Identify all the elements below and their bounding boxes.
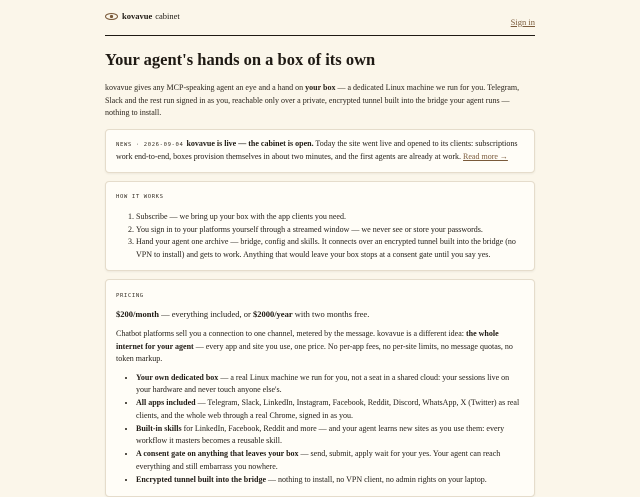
feature-text: — Telegram, Slack, LinkedIn, Instagram, Facebook, Reddit, Discord, WhatsApp, X (Twitter) as real clients, and the whole web through a real Chrome, signed in as you. <box>136 398 520 420</box>
intro-text: kovavue gives any MCP-speaking agent an eye and a hand on <box>105 83 306 92</box>
intro-paragraph <box>105 82 535 120</box>
pricing-desc-emphasis: the whole internet for your agent <box>116 329 499 351</box>
feature-title: Encrypted tunnel built into the bridge <box>136 474 267 484</box>
feature-item <box>136 448 524 473</box>
read-more-link[interactable]: Read more → <box>463 152 508 161</box>
price-text-tail: with two months free. <box>292 308 370 319</box>
news-card <box>105 129 535 173</box>
step-item: 1. Subscribe — we bring up your box with the app clients you need. <box>136 211 524 224</box>
steps-list <box>116 211 524 261</box>
feature-text: for LinkedIn, Facebook, Reddit and more — and your agent learns new sites as you use them: every workflow it masters becomes a reusable skill. <box>136 423 505 445</box>
intro-emphasis: your box <box>305 83 336 92</box>
feature-title: Your own dedicated box <box>136 372 219 382</box>
price-month: $200/month <box>116 308 159 319</box>
feature-title: Built-in skills <box>136 423 182 433</box>
brand-name: kovavue <box>122 11 153 21</box>
price-text: — everything included, or <box>158 308 253 319</box>
how-it-works-label: HOW IT WORKS <box>116 193 164 200</box>
feature-item <box>136 423 524 448</box>
eye-icon <box>105 13 118 20</box>
feature-item <box>136 372 524 397</box>
feature-title: All apps included <box>136 398 196 407</box>
features-list <box>116 372 524 487</box>
step-item: 2. You sign in to your platforms yourself through a streamed window — we never see or store your passwords. <box>136 224 524 237</box>
news-headline: kovavue is live — the cabinet is open. <box>186 138 314 148</box>
pricing-desc-text: Chatbot platforms sell you a connection to one channel, metered by the message. kovavue is a different idea: <box>116 329 466 338</box>
price-line <box>116 308 524 321</box>
brand-suffix: cabinet <box>155 11 180 21</box>
how-it-works-card <box>105 181 535 272</box>
step-item: 3. Hand your agent one archive — bridge, config and skills. It connects over an encrypted tunnel built into the bridge (no VPN to install) and gets to work. Anything that would leave your box stops at a consent gate until you say yes. <box>136 236 524 261</box>
intro-text-rest: — a dedicated Linux machine we run for you. Telegram, Slack and the rest run signed in as you, reachable only over a private, encrypted tunnel built into the bridge your agent runs — nothing to install. <box>105 83 520 117</box>
page-title: Your agent's hands on a box of its own <box>105 50 376 69</box>
feature-text: — a real Linux machine we run for you, not a seat in a shared cloud: your sessions live on your hardware and never touch anyone else's. <box>136 372 510 394</box>
site-header <box>105 0 535 36</box>
news-label: NEWS · 2026-09-04 <box>116 141 184 148</box>
news-body: Today the site went live and opened to its clients: subscriptions work end-to-end, boxes provision themselves in about two minutes, and the first agents are already at work. <box>116 138 518 161</box>
feature-text: — send, submit, apply wait for your yes. Your agent can reach everything and still embarrass you nowhere. <box>136 449 501 471</box>
pricing-description <box>116 328 524 366</box>
feature-text: — nothing to install, no VPN client, no admin rights on your laptop. <box>266 474 487 484</box>
feature-title: A consent gate on anything that leaves your box <box>136 449 299 458</box>
pricing-label: PRICING <box>116 293 144 299</box>
price-year: $2000/year <box>252 308 293 319</box>
brand-logo[interactable] <box>105 11 180 21</box>
pricing-desc-rest: — every app and site you use, one price. No per-app fees, no per-site limits, no message quotas, no token markup. <box>116 341 513 363</box>
feature-item <box>136 397 524 422</box>
pricing-card <box>105 279 535 497</box>
sign-in-link[interactable]: Sign in <box>510 16 535 27</box>
page <box>105 0 535 497</box>
